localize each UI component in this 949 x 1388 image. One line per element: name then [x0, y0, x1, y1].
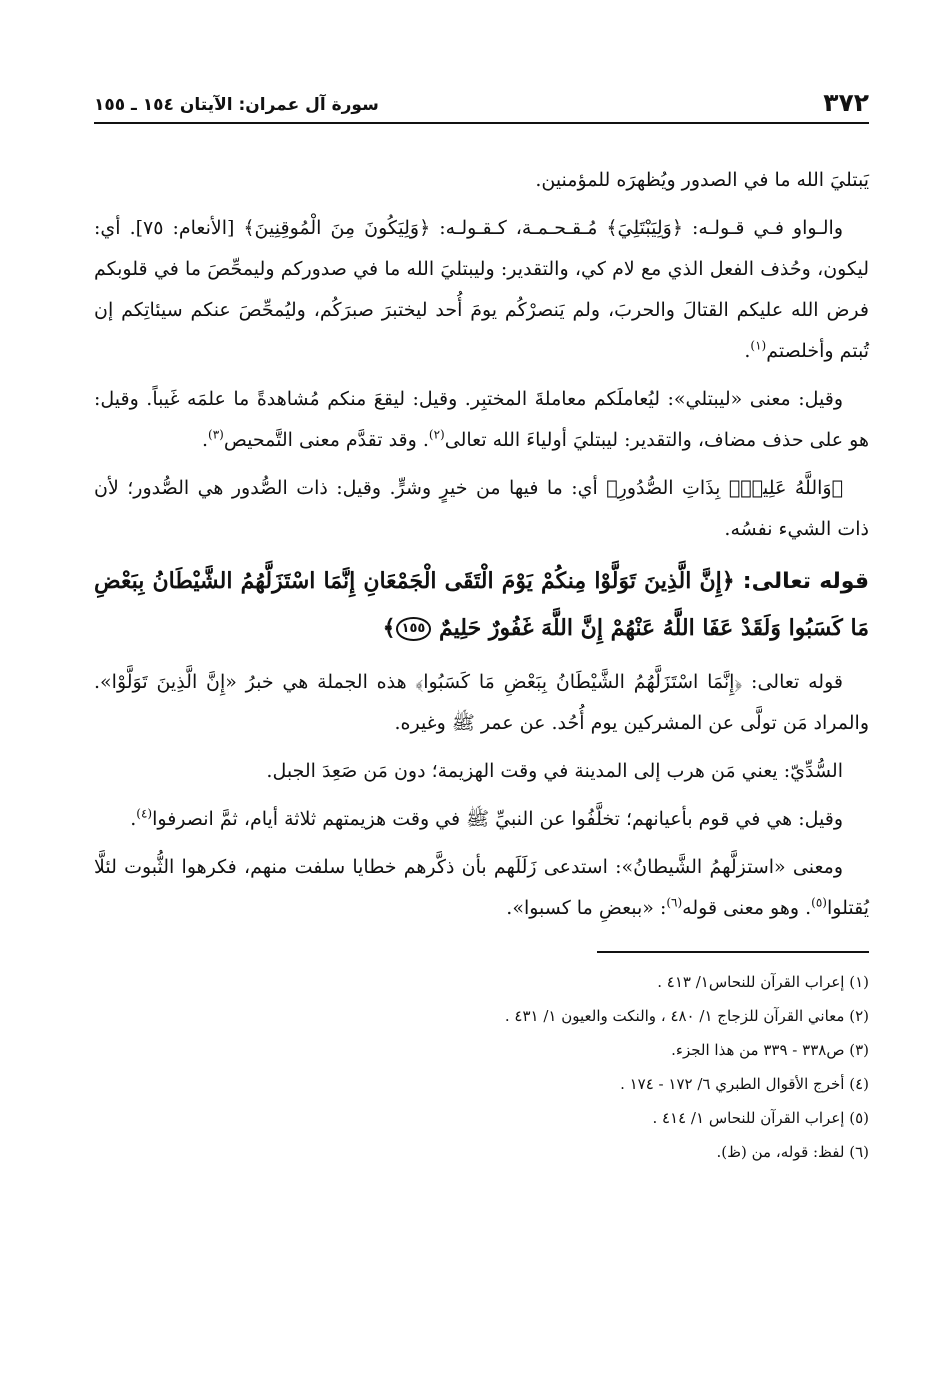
paragraph: ومعنى «استزلَّهمُ الشَّيطانُ»: استدعى زَلَلَهم بأن ذكَّرهم خطايا سلفت منهم، فكرهوا الثُّبوت لئلَّا يُقتلوا$^{(٥)}$. وهو معنى قوله$^{(٦)}$: «ببعضِ ما كسبوا». [94, 856, 869, 919]
footnote: (٥) إعراب القرآن للنحاس ١/ ٤١٤ . [652, 1109, 869, 1127]
book-page [94, 86, 869, 1169]
running-title: سورة آل عمران: الآيتان ١٥٤ ـ ١٥٥ [94, 95, 379, 115]
paragraph: ﴿وَاللَّهُ عَلِيمٌۢ بِذَاتِ الصُّدُورِ﴾ أي: ما فيها من خيرٍ وشرٍّ. وقيل: ذات الصُّدور هي الصُّدور؛ لأن ذات الشيء نفسُه. [94, 477, 869, 540]
footnote: (١) إعراب القرآن للنحاس١/ ٤١٣ . [657, 973, 869, 991]
footnote-rule [597, 951, 869, 953]
footnote-ref: (٦) [666, 895, 683, 910]
footnote-ref: (٥) [811, 895, 827, 910]
paragraph: وقيل: معنى «ليبتلي»: ليُعاملَكم معاملةَ المختبِر. وقيل: ليقعَ منكم مُشاهدةً ما علمَه غَيباً. وقيل: هو على حذف مضاف، والتقدير: ليبتليَ أولياءَ الله تعالى$^{(٢)}$. وقد تقدَّم معنى التَّمحيص$^{(٣)}$. [94, 388, 869, 451]
paragraph: السُّدِّيّ: يعني مَن هرب إلى المدينة في وقت الهزيمة؛ دون مَن صَعِدَ الجبل. [266, 760, 843, 782]
verse-text: ﴿إِنَّ الَّذِينَ تَوَلَّوْا مِنكُمْ يَوْمَ الْتَقَى الْجَمْعَانِ إِنَّمَا اسْتَزَلَّهُمُ الشَّيْطَانُ بِبَعْضِ مَا كَسَبُوا وَلَقَدْ عَفَا اللَّهُ عَنْهُمْ إِنَّ اللَّهَ غَفُورٌ حَلِيمٌ [94, 568, 869, 641]
footnote: (٢) معاني القرآن للزجاج ١/ ٤٨٠ ، والنكت والعيون ١/ ٤٣١ . [504, 1007, 869, 1025]
page-number: ٣٧٢ [823, 88, 869, 117]
footnote-ref: (٣) [208, 427, 224, 442]
page-header [94, 86, 869, 118]
footnotes [94, 965, 869, 1169]
footnote-ref: (٢) [428, 427, 445, 442]
paragraph: يَبتليَ الله ما في الصدور ويُظهرَه للمؤمنين. [535, 169, 869, 191]
footnote: (٤) أخرج الأقوال الطبري ٦/ ١٧٢ - ١٧٤ . [620, 1075, 869, 1093]
paragraph: وقيل: هي في قوم بأعيانهم؛ تخلَّفُوا عن النبيِّ ﷺ في وقت هزيمتهم ثلاثة أيام، ثمَّ انصرفوا$^{(٤)}$. [130, 806, 843, 830]
paragraph: والـواو فـي قـولـه: ﴿وَلِيَبْتَلِيَ﴾ مُـقـحـمـة، كـقـولـه: ﴿وَلِيَكُونَ مِنَ الْمُوقِنِينَ﴾ [الأنعام: ٧٥]. أي: ليكون، وحُذف الفعل الذي مع لام كي، والتقدير: وليبتليَ الله ما في صدوركم وليمحِّصَ ما في قلوبكم فرض الله عليكم القتالَ والحربَ، ولم يَنصرْكُم يومَ أُحد ليختبرَ صبرَكُم، وليُمحِّصَ عنكم سيئاتِكم إن تُبتم وأخلصتم$^{(١)}$. [94, 217, 869, 362]
paragraph: قوله تعالى: ﴿إِنَّمَا اسْتَزَلَّهُمُ الشَّيْطَانُ بِبَعْضِ مَا كَسَبُوا﴾ هذه الجملة هي خبرُ «إِنَّ الَّذِينَ تَوَلَّوْا». والمراد مَن تولَّى عن المشركين يوم أُحُد. عن عمر ﷺ وغيره. [94, 671, 869, 734]
ayah-number-icon: ١٥٥ [396, 617, 432, 641]
footnote: (٦) لفظ: قوله، من (ظ). [716, 1143, 869, 1161]
footnote: (٣) ص٣٣٨ - ٣٣٩ من هذا الجزء. [671, 1041, 869, 1059]
header-rule [94, 122, 869, 124]
verse-heading: قوله تعالى: ﴿إِنَّ الَّذِينَ تَوَلَّوْا مِنكُمْ يَوْمَ الْتَقَى الْجَمْعَانِ إِنَّمَا اسْتَزَلَّهُمُ الشَّيْطَانُ بِبَعْضِ مَا كَسَبُوا وَلَقَدْ عَفَا اللَّهُ عَنْهُمْ إِنَّ اللَّهَ غَفُورٌ حَلِيمٌ ١٥٥﴾ [94, 568, 869, 641]
main-text [94, 160, 869, 929]
verse-label: قوله تعالى: [742, 569, 869, 594]
footnote-ref: (٤) [136, 806, 153, 821]
footnote-ref: (١) [750, 338, 767, 353]
